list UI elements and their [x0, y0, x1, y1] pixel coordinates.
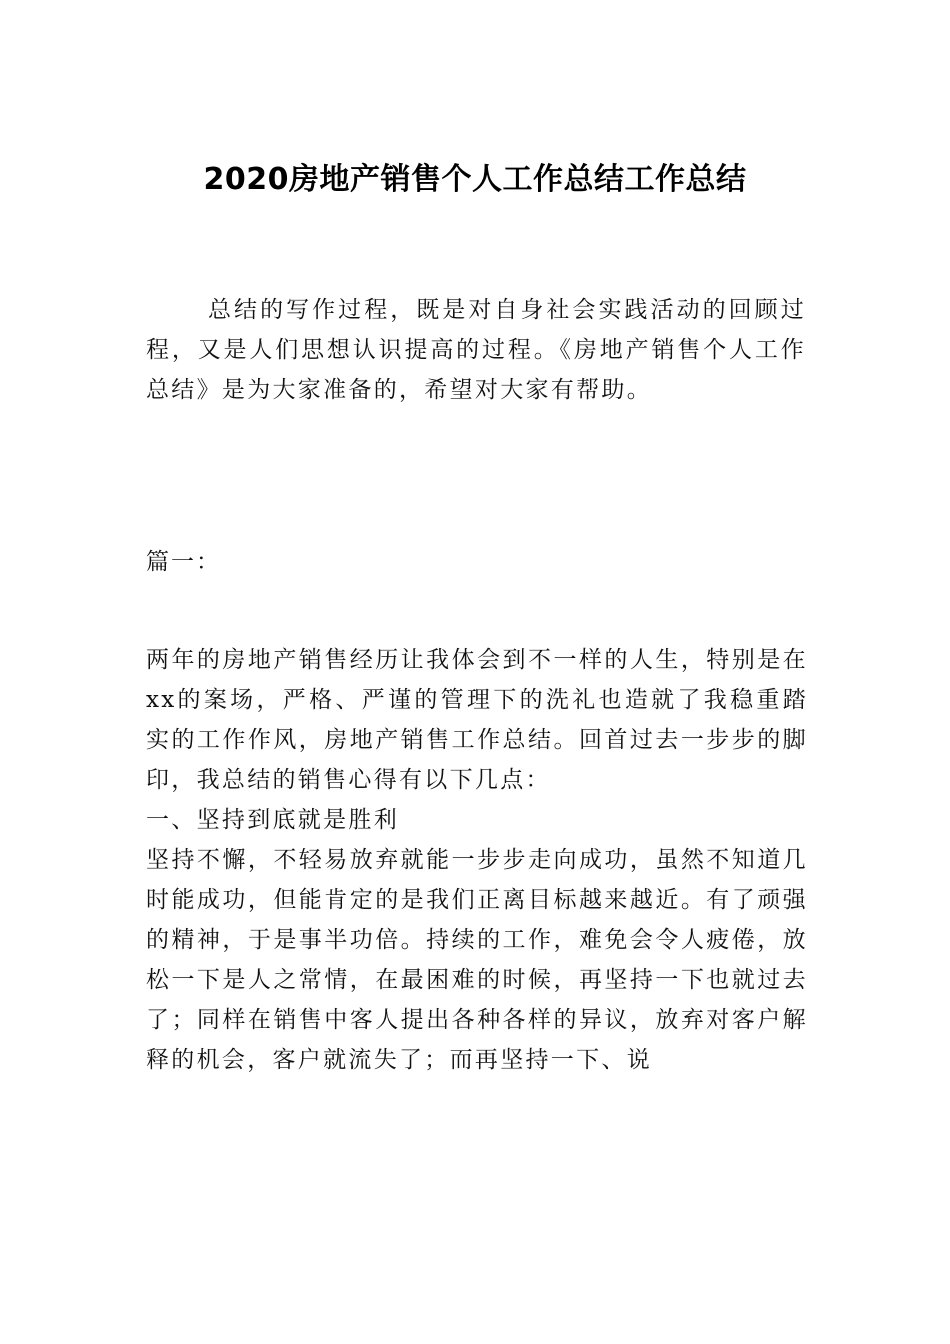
part-heading: 篇一：: [146, 549, 221, 575]
document-title: 2020房地产销售个人工作总结工作总结: [203, 162, 747, 197]
section-heading: 一、坚持到底就是胜利: [146, 807, 399, 833]
body-text: [146, 640, 808, 1080]
body-paragraph: 两年的房地产销售经历让我体会到不一样的人生，特别是在xx的案场，严格、严谨的管理下的洗礼也造就了我稳重踏实的工作作风，房地产销售工作总结。回首过去一步步的脚印，我总结的销售心得有以下几点：: [146, 647, 808, 793]
intro-paragraph: 总结的写作过程，既是对自身社会实践活动的回顾过程，又是人们思想认识提高的过程。《房地产销售个人工作总结》是为大家准备的，希望对大家有帮助。: [146, 297, 806, 403]
body-paragraph: 坚持不懈，不轻易放弃就能一步步走向成功，虽然不知道几时能成功，但能肯定的是我们正离目标越来越近。有了顽强的精神，于是事半功倍。持续的工作，难免会令人疲倦，放松一下是人之常情，在最困难的时候，再坚持一下也就过去了；同样在销售中客人提出各种各样的异议，放弃对客户解释的机会，客户就流失了；而再坚持一下、说: [146, 847, 808, 1073]
